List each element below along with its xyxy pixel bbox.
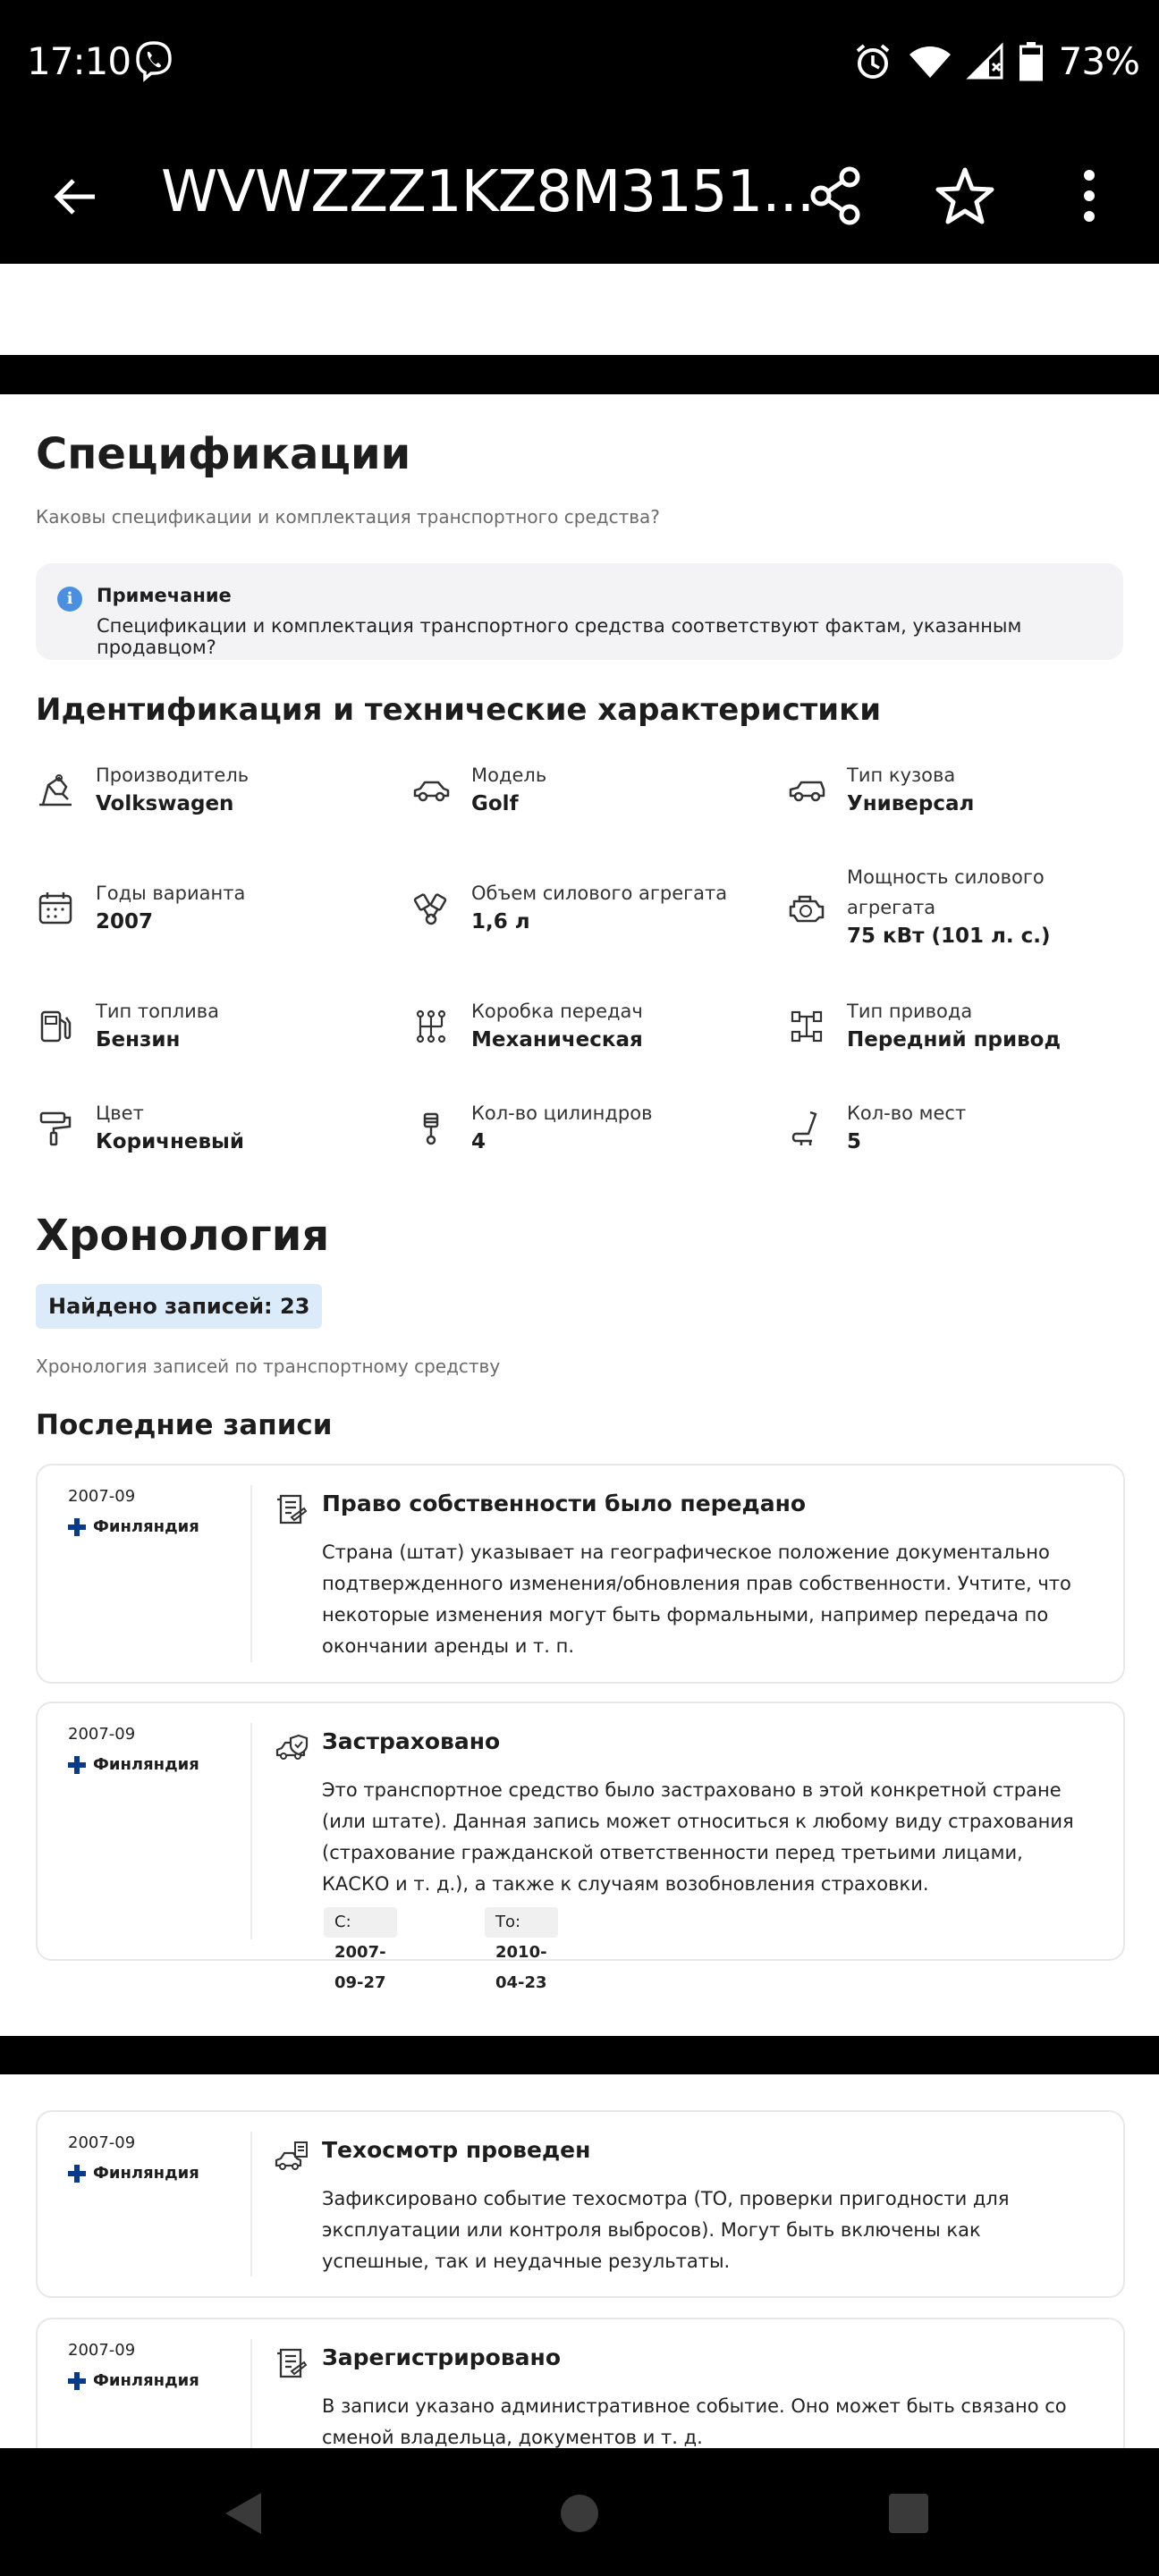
system-nav-bar — [0, 2448, 1159, 2576]
info-icon: i — [57, 587, 82, 612]
back-arrow-icon[interactable] — [48, 170, 102, 224]
record-text: Это транспортное средство было застраховано в этой конкретной стране (или штате). Данная запись может относиться к любому виду страхования (страхование гражданской ответственности перед третьими лицами, КАСКО и т. д.), а также к случаям возобновления страховки. — [322, 1779, 1074, 1895]
record-card[interactable] — [36, 1702, 1125, 1992]
more-vert-icon[interactable] — [1064, 165, 1114, 227]
specs-subtitle: Каковы спецификации и комплектация транспортного средства? — [36, 506, 660, 528]
insurance-to-chip: То: 2010-04-23 — [485, 1907, 558, 1938]
drivetrain-icon — [787, 1007, 826, 1046]
status-time: 17:10 — [27, 39, 131, 83]
ident-title: Идентификация и технические характеристики — [36, 692, 882, 728]
inspection-icon — [274, 2139, 309, 2175]
finland-flag-icon — [68, 2372, 86, 2390]
battery-percent: 73% — [1058, 39, 1139, 83]
fuel-icon — [36, 1007, 75, 1046]
insurance-icon — [274, 1730, 309, 1766]
paint-roller-icon — [36, 1109, 75, 1148]
record-title: Право собственности было передано — [322, 1491, 807, 1516]
insurance-from-chip: С: 2007-09-27 — [324, 1907, 397, 1938]
nav-back-icon[interactable] — [222, 2491, 265, 2536]
status-bar — [0, 0, 1159, 134]
record-date: 2007-09 — [68, 1725, 136, 1744]
battery-icon — [1019, 42, 1043, 81]
app-bar — [0, 134, 1159, 264]
record-divider — [250, 1485, 252, 1662]
record-text: Зафиксировано событие техосмотра (ТО, проверки пригодности для эксплуатации или контроля выбросов). Могут быть включены как успешные, так и неудачные результаты. — [322, 2188, 1010, 2272]
note-box — [36, 563, 1123, 660]
note-text: Спецификации и комплектация транспортного средства соответствуют фактам, указанным продавцом? — [97, 615, 1022, 658]
body-type-icon — [787, 771, 826, 810]
finland-flag-icon — [68, 1518, 86, 1536]
share-icon[interactable] — [807, 165, 866, 227]
nav-recents-icon[interactable] — [888, 2493, 929, 2534]
record-title: Техосмотр проведен — [322, 2137, 591, 2163]
record-card[interactable] — [36, 1464, 1125, 1684]
ad-divider-band — [0, 2036, 1159, 2074]
chronology-subtitle: Хронология записей по транспортному средству — [36, 1356, 501, 1377]
record-date: 2007-09 — [68, 2133, 136, 2152]
ad-divider-band — [0, 355, 1159, 394]
gearbox-icon — [411, 1007, 451, 1046]
record-country: Финляндия — [68, 1517, 199, 1536]
record-country: Финляндия — [68, 1755, 199, 1774]
finland-flag-icon — [68, 2165, 86, 2183]
record-title: Зарегистрировано — [322, 2344, 561, 2370]
star-icon[interactable] — [935, 165, 994, 227]
record-divider — [250, 1723, 252, 1939]
wifi-icon — [909, 44, 952, 80]
calendar-icon — [36, 889, 75, 928]
alarm-icon — [853, 42, 893, 81]
recent-records-title: Последние записи — [36, 1409, 333, 1441]
seat-icon — [787, 1109, 826, 1148]
record-card[interactable] — [36, 2110, 1125, 2298]
record-date: 2007-09 — [68, 1487, 136, 1506]
specs-title: Спецификации — [36, 429, 411, 479]
finland-flag-icon — [68, 1756, 86, 1774]
viber-icon — [132, 39, 175, 82]
record-country: Финляндия — [68, 2371, 199, 2390]
registration-document-icon — [274, 2346, 309, 2382]
cylinder-icon — [411, 1109, 451, 1148]
nav-home-icon[interactable] — [559, 2493, 600, 2534]
record-title: Застраховано — [322, 1728, 501, 1754]
record-country: Финляндия — [68, 2164, 199, 2183]
note-title: Примечание — [97, 585, 232, 606]
engine-icon — [787, 889, 826, 928]
manufacturer-icon — [36, 771, 75, 810]
record-date: 2007-09 — [68, 2341, 136, 2360]
record-text: В записи указано административное событие. Оно может быть связано со сменой владельца, документов и т. д. — [322, 2395, 1067, 2448]
spec-grid: Производитель Volkswagen Модель Golf Тип кузова Универсал Годы варианта 2007 Объем силового агрегата 1,6 л Мощность силового агрегата 75 кВт (101 л. с.) Тип топлива Бензин Коробка передач Механическая Тип привода Передний привод Цвет Коричневый Кол-во цилиндров 4 Кол-во мест 5 — [36, 760, 1123, 1162]
record-text: Страна (штат) указывает на географическое положение документально подтвержденного изменения/обновления прав собственности. Учтите, что некоторые изменения могут быть формальными, например передача по окончании аренды и т. п. — [322, 1541, 1071, 1657]
car-icon — [411, 771, 451, 810]
chronology-title: Хронология — [36, 1211, 330, 1261]
records-count-badge: Найдено записей: 23 — [36, 1284, 322, 1329]
signal-icon — [968, 44, 1003, 80]
engine-pistons-icon — [411, 889, 451, 928]
ownership-document-icon — [274, 1492, 309, 1528]
page-title: WVWZZZ1KZ8M3151... — [161, 159, 815, 225]
record-divider — [250, 2132, 252, 2276]
